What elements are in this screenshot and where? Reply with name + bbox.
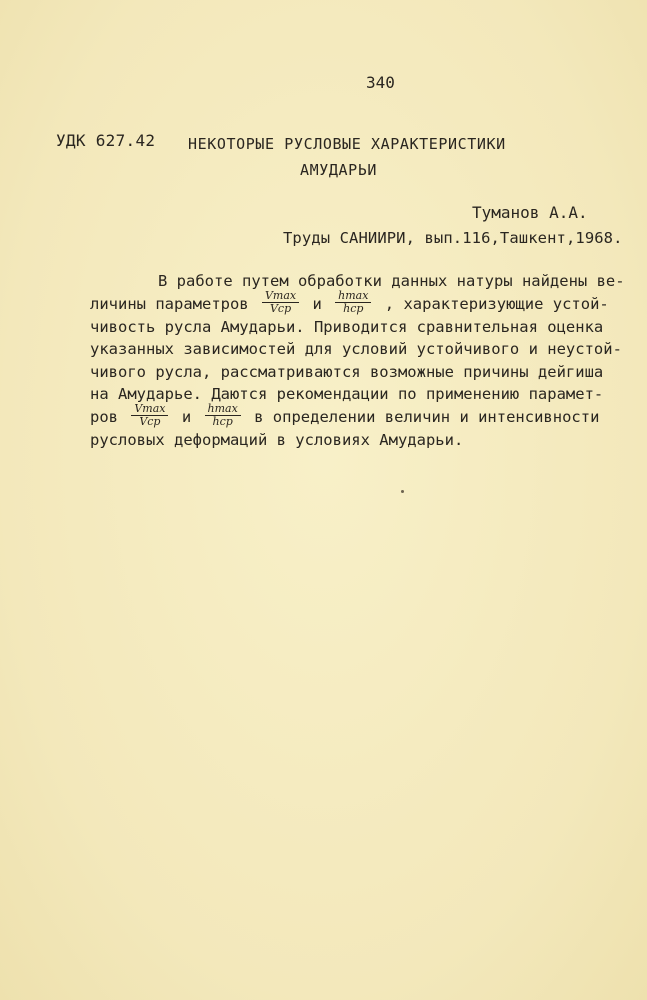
fraction-numerator: Vmax [262,291,299,303]
abstract-line: на Амударье. Даются рекомендации по применению парамет- [90,385,604,403]
abstract-line [90,401,635,429]
abstract-line: чивость русла Амударьи. Приводится сравнительная оценка [90,317,604,336]
source-citation: Труды САНИИРИ, вып.116,Ташкент,1968. [283,229,623,247]
article-title [188,131,506,183]
fraction-denominator: Vср [139,414,161,428]
abstract-text-fragment: и [181,407,192,426]
abstract-text-fragment: , характеризующие устой- [384,294,609,313]
ink-speck [401,490,404,493]
page-number: 340 [366,73,395,92]
fraction-numerator: Vmax [131,404,168,416]
abstract-line: русловых деформаций в условиях Амударьи. [90,430,464,449]
udk-code: УДК 627.42 [56,131,156,150]
abstract-line: В работе путем обработки данных натуры найдены ве- [158,272,625,290]
fraction-numerator: hmax [335,291,371,303]
author-name: Туманов А.А. [472,203,588,222]
abstract-text-fragment: ров [90,407,118,426]
abstract-text-fragment: в определении величин и интенсивности [254,407,600,426]
title-line-2: АМУДАРЬИ [300,161,378,179]
fraction-vmax-vcp [131,401,168,428]
abstract-line: чивого русла, рассматриваются возможные причины дейгиша [90,362,604,381]
fraction-denominator: hср [212,414,233,428]
abstract-text-fragment: личины параметров [90,294,249,313]
fraction-vmax-vcp [262,288,299,315]
fraction-numerator: hmax [205,404,241,416]
abstract-line: указанных зависимостей для условий устойчивого и неустой- [90,340,622,358]
abstract-line [90,288,635,316]
abstract-text-fragment: и [312,294,322,313]
fraction-denominator: hср [343,301,364,315]
abstract-text [90,270,635,451]
fraction-denominator: Vср [269,301,292,315]
title-line-1: НЕКОТОРЫЕ РУСЛОВЫЕ ХАРАКТЕРИСТИКИ [188,135,506,153]
fraction-hmax-hcp [335,288,371,315]
fraction-hmax-hcp [205,401,241,428]
